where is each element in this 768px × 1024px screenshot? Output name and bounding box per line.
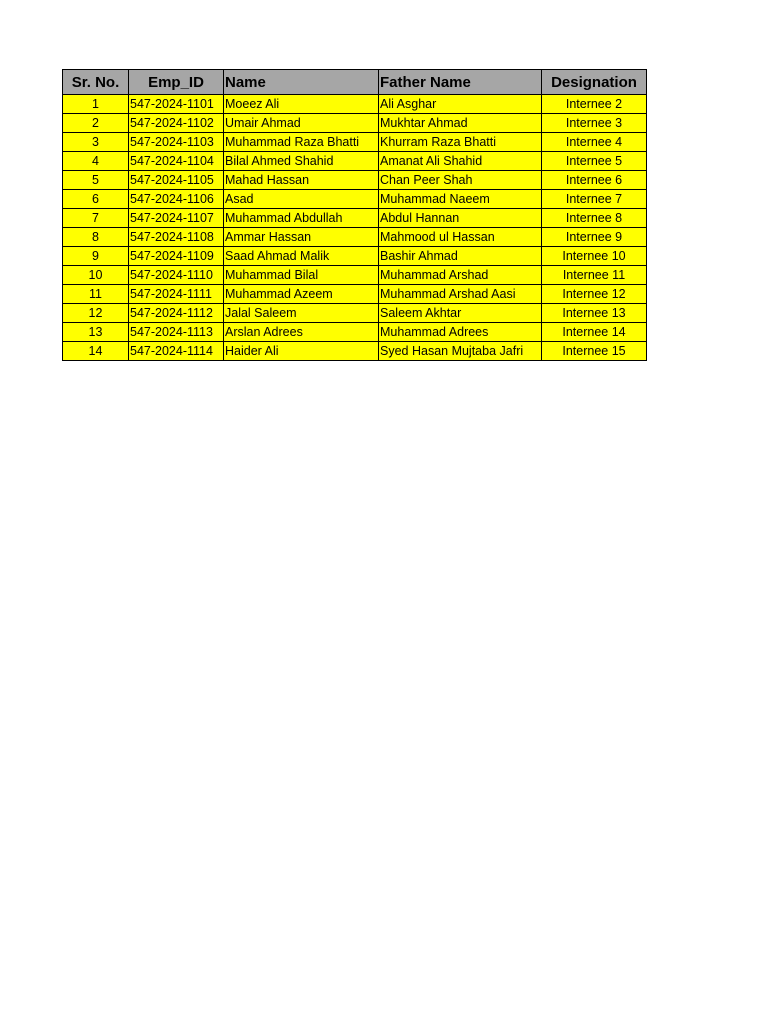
- cell-name[interactable]: Bilal Ahmed Shahid: [224, 152, 379, 171]
- table-row: [63, 209, 647, 228]
- cell-name[interactable]: Muhammad Raza Bhatti: [224, 133, 379, 152]
- cell-father-name[interactable]: Saleem Akhtar: [379, 304, 542, 323]
- cell-sr-no[interactable]: 10: [63, 266, 129, 285]
- cell-emp-id[interactable]: 547-2024-1110: [129, 266, 224, 285]
- cell-name[interactable]: Ammar Hassan: [224, 228, 379, 247]
- cell-emp-id[interactable]: 547-2024-1102: [129, 114, 224, 133]
- cell-name[interactable]: Muhammad Bilal: [224, 266, 379, 285]
- cell-father-name[interactable]: Ali Asghar: [379, 95, 542, 114]
- table-row: [63, 342, 647, 361]
- cell-father-name[interactable]: Syed Hasan Mujtaba Jafri: [379, 342, 542, 361]
- cell-emp-id[interactable]: 547-2024-1111: [129, 285, 224, 304]
- cell-sr-no[interactable]: 8: [63, 228, 129, 247]
- cell-name[interactable]: Asad: [224, 190, 379, 209]
- table-header: [63, 70, 647, 95]
- cell-father-name[interactable]: Bashir Ahmad: [379, 247, 542, 266]
- cell-name[interactable]: Arslan Adrees: [224, 323, 379, 342]
- cell-sr-no[interactable]: 6: [63, 190, 129, 209]
- cell-sr-no[interactable]: 13: [63, 323, 129, 342]
- cell-father-name[interactable]: Muhammad Adrees: [379, 323, 542, 342]
- cell-name[interactable]: Jalal Saleem: [224, 304, 379, 323]
- cell-designation[interactable]: Internee 11: [542, 266, 647, 285]
- cell-sr-no[interactable]: 2: [63, 114, 129, 133]
- cell-father-name[interactable]: Mukhtar Ahmad: [379, 114, 542, 133]
- cell-name[interactable]: Muhammad Abdullah: [224, 209, 379, 228]
- cell-sr-no[interactable]: 9: [63, 247, 129, 266]
- cell-designation[interactable]: Internee 13: [542, 304, 647, 323]
- employee-table: [62, 69, 647, 361]
- header-father-name: Father Name: [379, 70, 542, 95]
- cell-emp-id[interactable]: 547-2024-1107: [129, 209, 224, 228]
- table-row: [63, 266, 647, 285]
- cell-designation[interactable]: Internee 10: [542, 247, 647, 266]
- cell-emp-id[interactable]: 547-2024-1108: [129, 228, 224, 247]
- cell-emp-id[interactable]: 547-2024-1113: [129, 323, 224, 342]
- header-sr-no: Sr. No.: [63, 70, 129, 95]
- cell-name[interactable]: Muhammad Azeem: [224, 285, 379, 304]
- cell-emp-id[interactable]: 547-2024-1105: [129, 171, 224, 190]
- table-row: [63, 190, 647, 209]
- table-row: [63, 304, 647, 323]
- cell-sr-no[interactable]: 4: [63, 152, 129, 171]
- cell-name[interactable]: Mahad Hassan: [224, 171, 379, 190]
- cell-name[interactable]: Moeez Ali: [224, 95, 379, 114]
- table-row: [63, 114, 647, 133]
- cell-designation[interactable]: Internee 14: [542, 323, 647, 342]
- cell-designation[interactable]: Internee 3: [542, 114, 647, 133]
- cell-father-name[interactable]: Chan Peer Shah: [379, 171, 542, 190]
- table-row: [63, 171, 647, 190]
- cell-designation[interactable]: Internee 7: [542, 190, 647, 209]
- header-row: [63, 70, 647, 95]
- cell-emp-id[interactable]: 547-2024-1104: [129, 152, 224, 171]
- table-row: [63, 228, 647, 247]
- cell-sr-no[interactable]: 12: [63, 304, 129, 323]
- cell-emp-id[interactable]: 547-2024-1109: [129, 247, 224, 266]
- cell-emp-id[interactable]: 547-2024-1103: [129, 133, 224, 152]
- cell-father-name[interactable]: Amanat Ali Shahid: [379, 152, 542, 171]
- cell-designation[interactable]: Internee 15: [542, 342, 647, 361]
- cell-father-name[interactable]: Muhammad Naeem: [379, 190, 542, 209]
- table-row: [63, 95, 647, 114]
- cell-sr-no[interactable]: 11: [63, 285, 129, 304]
- cell-sr-no[interactable]: 3: [63, 133, 129, 152]
- table-row: [63, 285, 647, 304]
- cell-designation[interactable]: Internee 5: [542, 152, 647, 171]
- cell-designation[interactable]: Internee 12: [542, 285, 647, 304]
- header-emp-id: Emp_ID: [129, 70, 224, 95]
- cell-name[interactable]: Umair Ahmad: [224, 114, 379, 133]
- cell-designation[interactable]: Internee 6: [542, 171, 647, 190]
- cell-emp-id[interactable]: 547-2024-1106: [129, 190, 224, 209]
- cell-name[interactable]: Saad Ahmad Malik: [224, 247, 379, 266]
- table-row: [63, 247, 647, 266]
- table-row: [63, 152, 647, 171]
- table-row: [63, 133, 647, 152]
- header-designation: Designation: [542, 70, 647, 95]
- cell-sr-no[interactable]: 7: [63, 209, 129, 228]
- cell-sr-no[interactable]: 5: [63, 171, 129, 190]
- cell-designation[interactable]: Internee 8: [542, 209, 647, 228]
- cell-father-name[interactable]: Muhammad Arshad Aasi: [379, 285, 542, 304]
- cell-designation[interactable]: Internee 4: [542, 133, 647, 152]
- cell-emp-id[interactable]: 547-2024-1112: [129, 304, 224, 323]
- cell-father-name[interactable]: Mahmood ul Hassan: [379, 228, 542, 247]
- table-body: [63, 95, 647, 361]
- cell-sr-no[interactable]: 14: [63, 342, 129, 361]
- cell-designation[interactable]: Internee 9: [542, 228, 647, 247]
- header-name: Name: [224, 70, 379, 95]
- cell-father-name[interactable]: Khurram Raza Bhatti: [379, 133, 542, 152]
- cell-emp-id[interactable]: 547-2024-1101: [129, 95, 224, 114]
- cell-emp-id[interactable]: 547-2024-1114: [129, 342, 224, 361]
- cell-sr-no[interactable]: 1: [63, 95, 129, 114]
- cell-designation[interactable]: Internee 2: [542, 95, 647, 114]
- table-row: [63, 323, 647, 342]
- cell-name[interactable]: Haider Ali: [224, 342, 379, 361]
- cell-father-name[interactable]: Muhammad Arshad: [379, 266, 542, 285]
- cell-father-name[interactable]: Abdul Hannan: [379, 209, 542, 228]
